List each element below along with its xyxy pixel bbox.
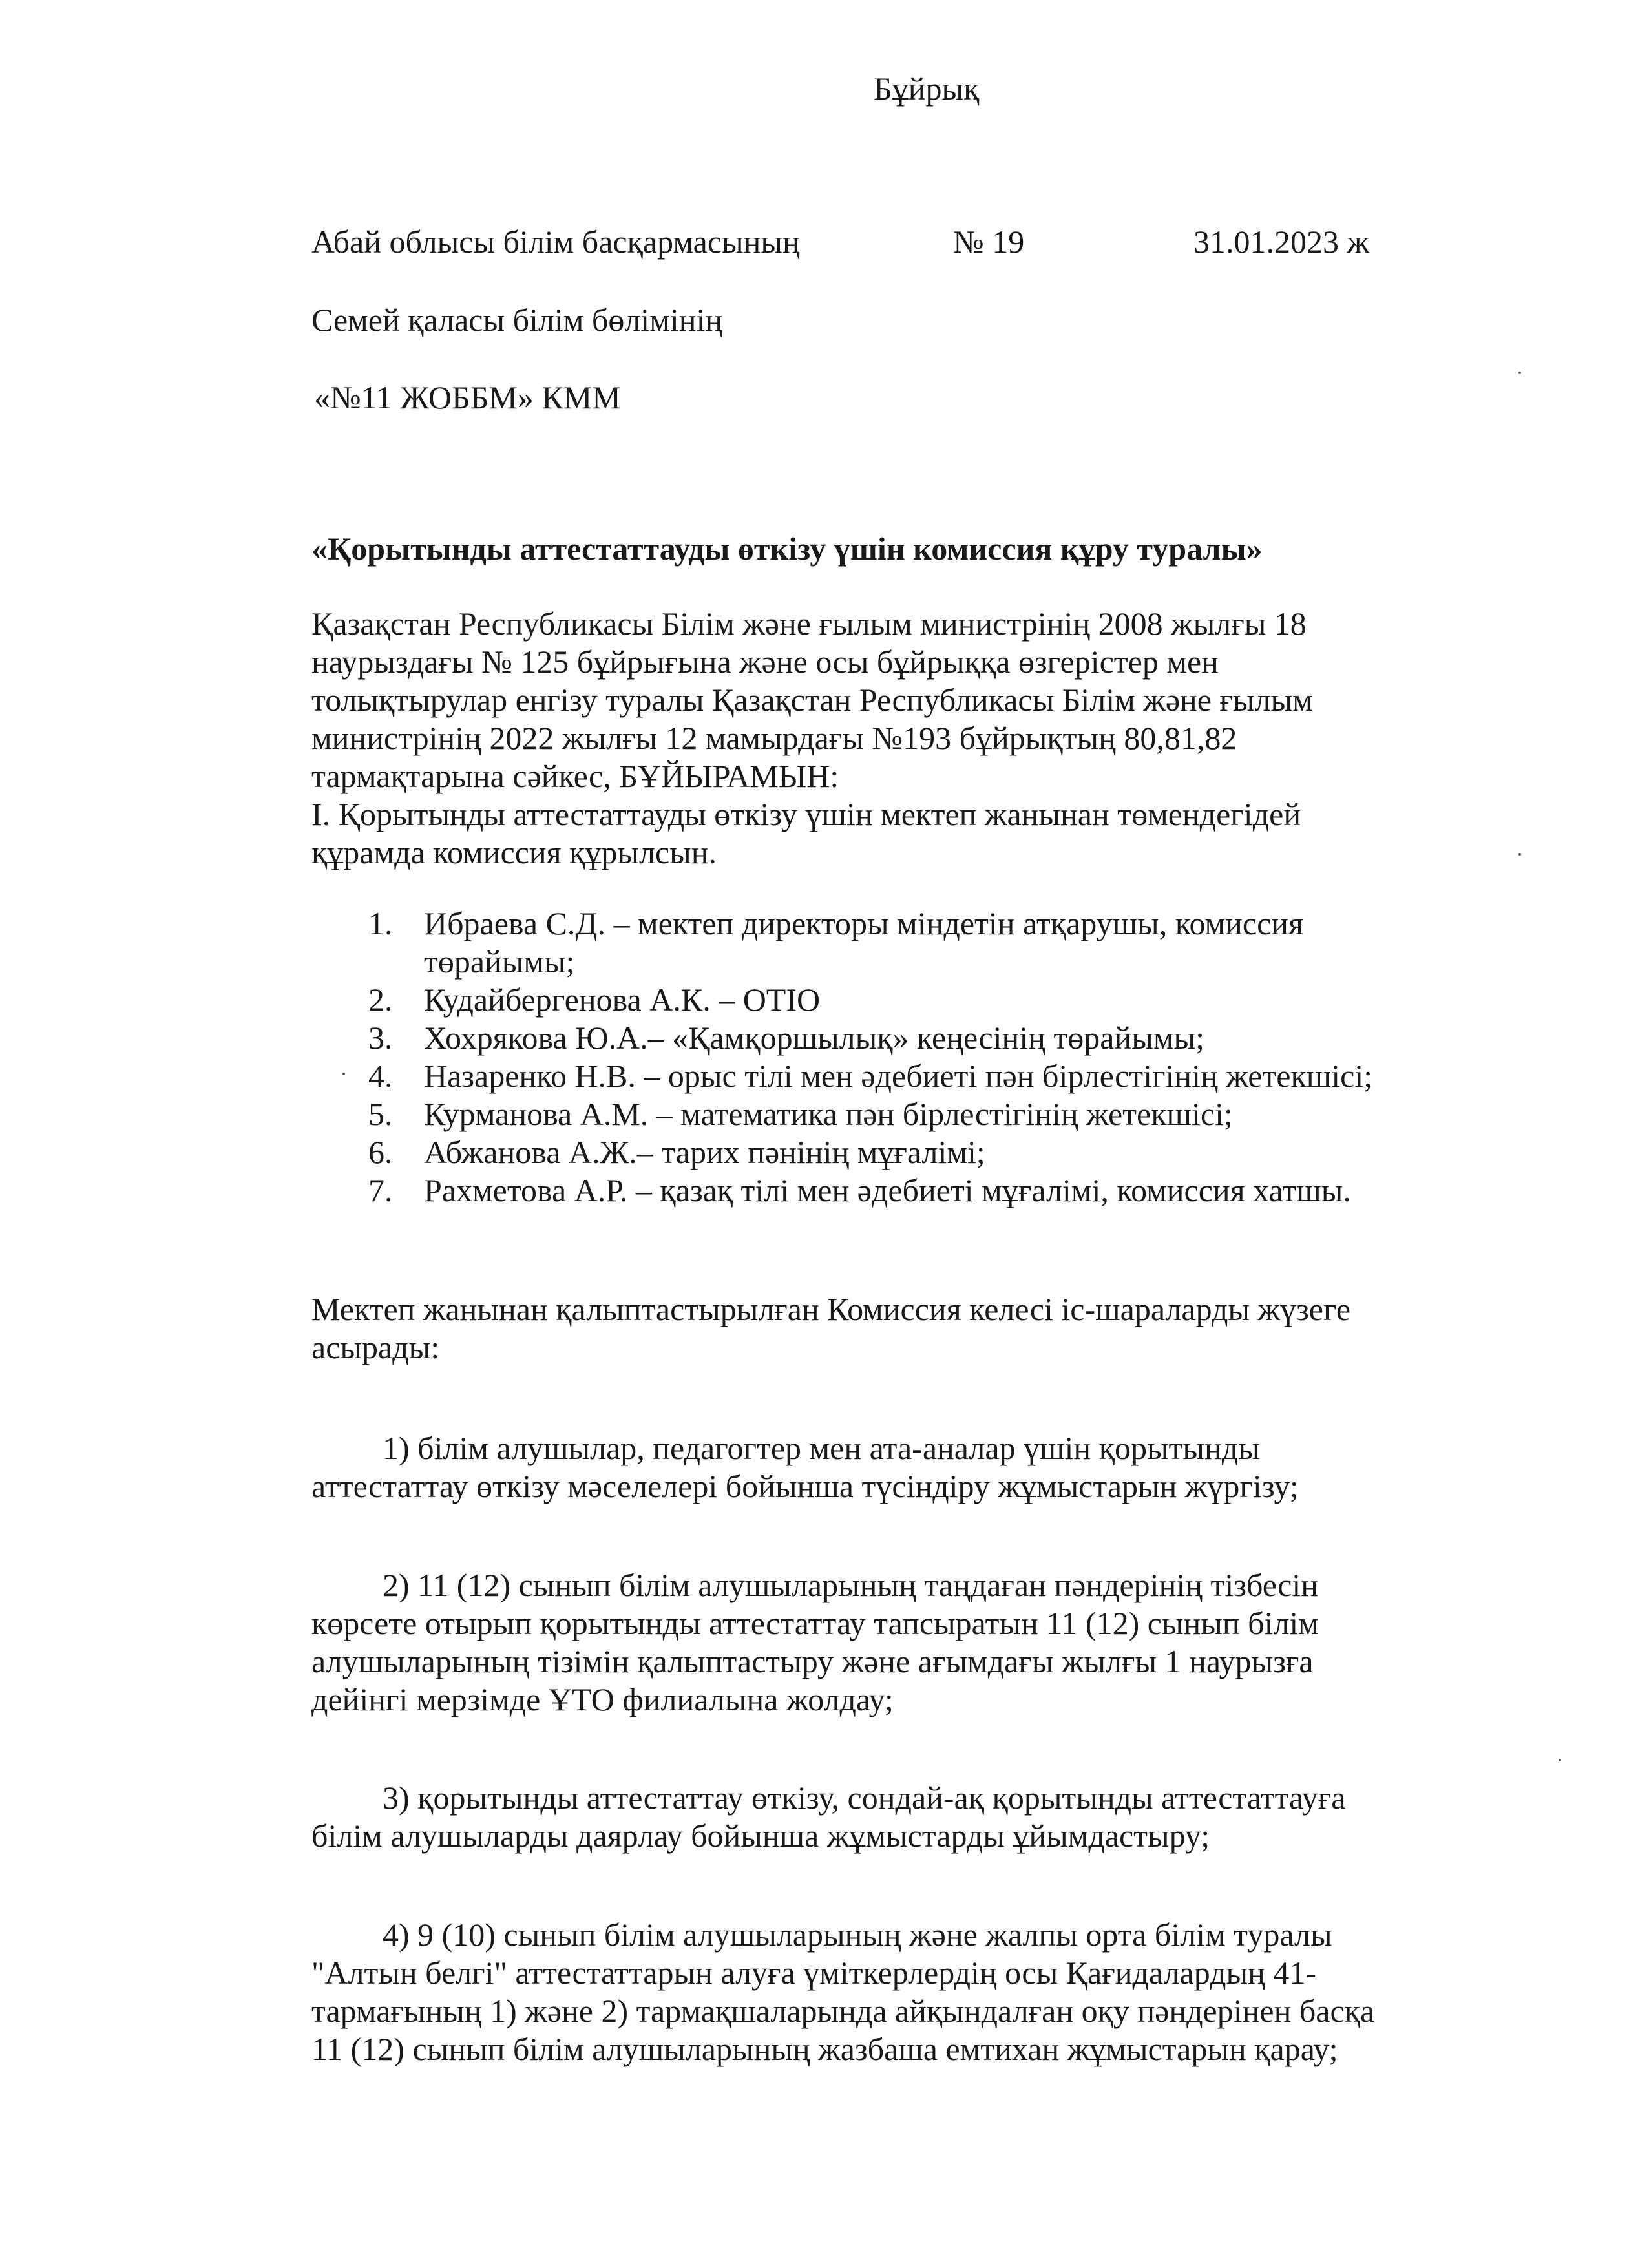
member-text-continuation: төрайымы;	[424, 943, 575, 980]
order-number: № 19	[953, 224, 1025, 260]
member-item	[368, 981, 1596, 1019]
member-text: Назаренко Н.В. – орыс тілі мен әдебиеті пән бірлестігінің жетекшісі;	[424, 1058, 1373, 1094]
member-item	[368, 1095, 1596, 1133]
member-item	[368, 1019, 1596, 1057]
intro-line: наурыздағы № 125 бұйрығына және осы бұйрыққа өзгерістер мен	[311, 644, 1219, 680]
scan-speck	[342, 1073, 345, 1075]
member-number: 4.	[368, 1058, 393, 1094]
commission-members-list	[368, 905, 1596, 1210]
member-text: Ибраева С.Д. – мектеп директоры міндетін атқарушы, комиссия	[424, 905, 1304, 941]
order-date: 31.01.2023 ж	[1193, 224, 1370, 260]
header-org-line-2: Семей қаласы білім бөлімінің	[311, 302, 723, 338]
task-line: 2) 11 (12) сынып білім алушыларының таңдаған пәндерінің тізбесін	[383, 1567, 1319, 1603]
member-text: Курманова А.М. – математика пән бірлестігінің жетекшісі;	[424, 1096, 1233, 1132]
intro-paragraph	[311, 605, 1591, 872]
member-item	[368, 905, 1596, 981]
tasks-intro-paragraph	[311, 1290, 1591, 1367]
intro-line: құрамда комиссия құрылсын.	[311, 834, 717, 870]
task-line: 1) білім алушылар, педагогтер мен ата-аналар үшін қорытынды	[383, 1430, 1260, 1466]
task-line: алушыларының тізімін қалыптастыру және ағымдағы жылғы 1 наурызға	[311, 1643, 1314, 1679]
member-text: Хохрякова Ю.А.– «Қамқоршылық» кеңесінің төрайымы;	[424, 1020, 1204, 1056]
task-line: 3) қорытынды аттестаттау өткізу, сондай-ақ қорытынды аттестаттауға	[383, 1780, 1346, 1816]
intro-line: толықтырулар енгізу туралы Қазақстан Республикасы Білім және ғылым	[311, 682, 1313, 718]
tasks-intro-line: Мектеп жанынан қалыптастырылған Комиссия келесі іс-шараларды жүзеге	[311, 1291, 1351, 1327]
scan-speck	[1518, 853, 1521, 856]
task-line: тармағының 1) және 2) тармақшаларында айқындалған оқу пәндерінен басқа	[311, 1993, 1375, 2029]
member-number: 3.	[368, 1020, 393, 1056]
member-text: Рахметова А.Р. – қазақ тілі мен әдебиеті мұғалімі, комиссия хатшы.	[424, 1172, 1351, 1208]
document-title: Бұйрық	[874, 70, 980, 107]
tasks-intro-line: асырады:	[311, 1329, 440, 1365]
member-item	[368, 1171, 1596, 1210]
task-line: "Алтын белгі" аттестаттарын алуға үміткерлердің осы Қағидалардың 41-	[311, 1955, 1317, 1991]
task-item-1	[311, 1429, 1604, 1506]
member-number: 6.	[368, 1134, 393, 1170]
member-number: 2.	[368, 982, 393, 1018]
task-line: 11 (12) сынып білім алушыларының жазбаша емтихан жұмыстарын қарау;	[311, 2031, 1338, 2067]
task-item-4	[311, 1916, 1604, 2068]
member-number: 5.	[368, 1096, 393, 1132]
task-line: дейінгі мерзімде ҰТО филиалына жолдау;	[311, 1681, 894, 1717]
task-line: көрсете отырып қорытынды аттестаттау тапсыратын 11 (12) сынып білім	[311, 1605, 1319, 1641]
scan-speck	[1559, 1759, 1561, 1761]
task-line: аттестаттау өткізу мәселелері бойынша түсіндіру жұмыстарын жүргізу;	[311, 1468, 1299, 1504]
member-text: Кудайбергенова А.К. – ОТІО	[424, 982, 821, 1018]
task-line: 4) 9 (10) сынып білім алушыларының және жалпы орта білім туралы	[383, 1916, 1332, 1953]
scan-speck	[1518, 372, 1521, 374]
task-item-3	[311, 1779, 1604, 1855]
member-number: 7.	[368, 1172, 393, 1208]
order-subject: «Қорытынды аттестаттауды өткізу үшін комиссия құру туралы»	[311, 530, 1263, 567]
member-text: Абжанова А.Ж.– тарих пәнінің мұғалімі;	[424, 1134, 985, 1170]
intro-line: министрінің 2022 жылғы 12 мамырдағы №193 бұйрықтың 80,81,82	[311, 720, 1237, 756]
member-number: 1.	[368, 905, 393, 941]
member-item	[368, 1057, 1596, 1095]
intro-line: Қазақстан Республикасы Білім және ғылым министрінің 2008 жылғы 18	[311, 605, 1307, 642]
member-item	[368, 1133, 1596, 1171]
task-line: білім алушыларды даярлау бойынша жұмыстарды ұйымдастыру;	[311, 1818, 1210, 1854]
header-org-line-3: «№11 ЖОББМ» КММ	[314, 379, 621, 415]
intro-line: І. Қорытынды аттестаттауды өткізу үшін мектеп жанынан төмендегідей	[311, 796, 1301, 832]
intro-line: тармақтарына сәйкес, БҰЙЫРАМЫН:	[311, 758, 839, 794]
task-item-2	[311, 1566, 1604, 1719]
header-org-line-1: Абай облысы білім басқармасының	[311, 224, 800, 260]
